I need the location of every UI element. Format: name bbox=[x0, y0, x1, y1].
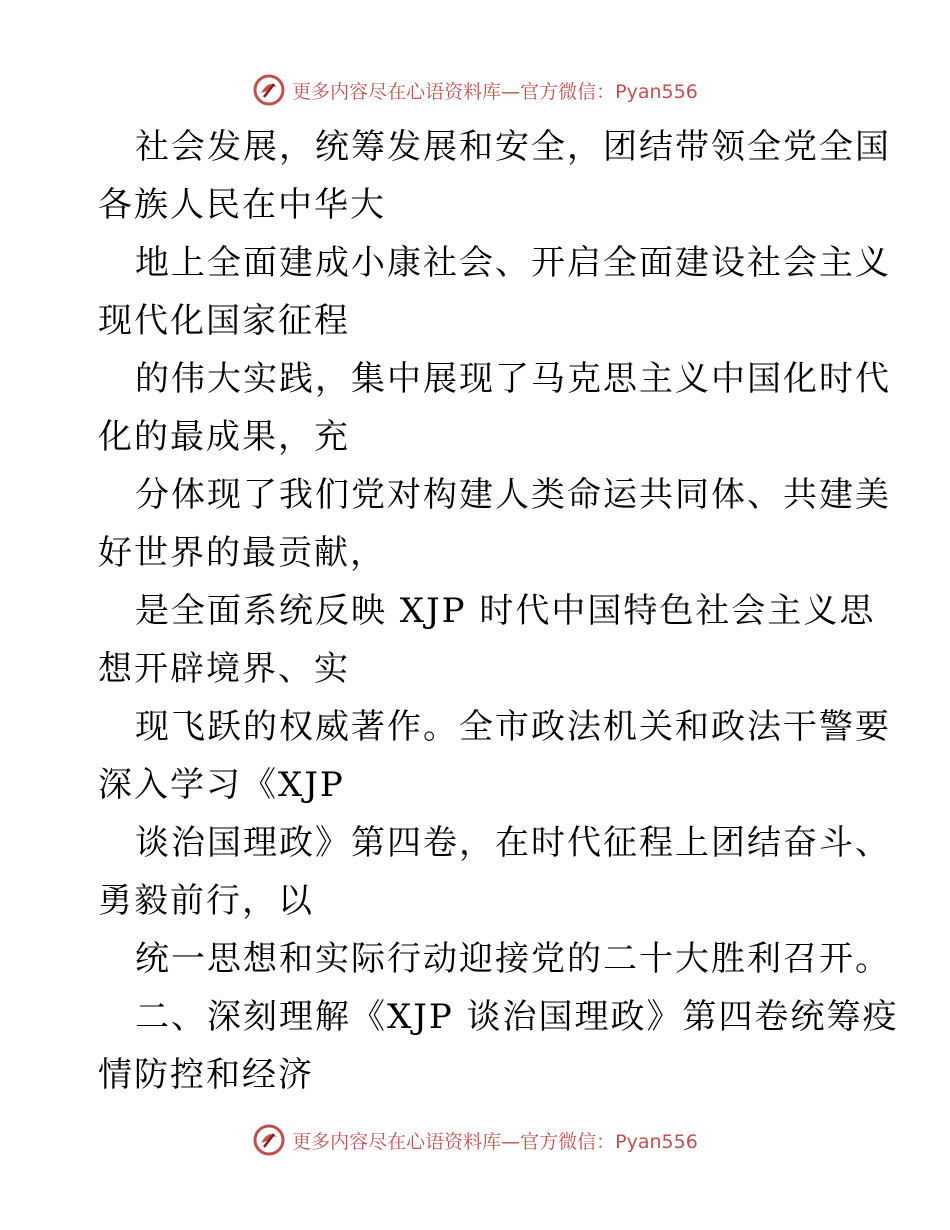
text-line: 地上全面建成小康社会、开启全面建设社会主义 bbox=[135, 243, 891, 283]
header-watermark-text: 更多内容尽在心语资料库—官方微信：Pyan556 bbox=[292, 80, 698, 103]
text-line: 社会发展，统筹发展和安全，团结带领全党全国 bbox=[135, 127, 891, 167]
text-line: 化的最成果，充 bbox=[98, 417, 350, 457]
text-line: 的伟大实践，集中展现了马克思主义中国化时代 bbox=[135, 359, 891, 399]
text-line: 谈治国理政》第四卷，在时代征程上团结奋斗、 bbox=[135, 823, 891, 863]
text-line: 想开辟境界、实 bbox=[98, 649, 350, 689]
document-body bbox=[98, 118, 899, 1104]
text-line: 勇毅前行，以 bbox=[98, 881, 314, 921]
text-line: 是全面系统反映 XJP 时代中国特色社会主义思 bbox=[135, 591, 876, 631]
text-line: 统一思想和实际行动迎接党的二十大胜利召开。 bbox=[135, 939, 891, 979]
text-line: 二、深刻理解《XJP 谈治国理政》第四卷统筹疫 bbox=[135, 997, 899, 1037]
text-line: 现代化国家征程 bbox=[98, 301, 350, 341]
text-line: 现飞跃的权威著作。全市政法机关和政法干警要 bbox=[135, 707, 891, 747]
footer-watermark-text: 更多内容尽在心语资料库—官方微信：Pyan556 bbox=[292, 1130, 698, 1153]
red-swirl-logo-icon bbox=[252, 73, 286, 107]
text-line: 好世界的最贡献， bbox=[98, 533, 386, 573]
text-line: 分体现了我们党对构建人类命运共同体、共建美 bbox=[135, 475, 891, 515]
text-line: 各族人民在中华大 bbox=[98, 185, 386, 225]
text-line: 情防控和经济 bbox=[98, 1055, 314, 1095]
red-swirl-logo-icon bbox=[252, 1123, 286, 1157]
text-line: 深入学习《XJP bbox=[98, 765, 345, 805]
footer-watermark bbox=[0, 1120, 950, 1160]
header-watermark bbox=[0, 70, 950, 110]
